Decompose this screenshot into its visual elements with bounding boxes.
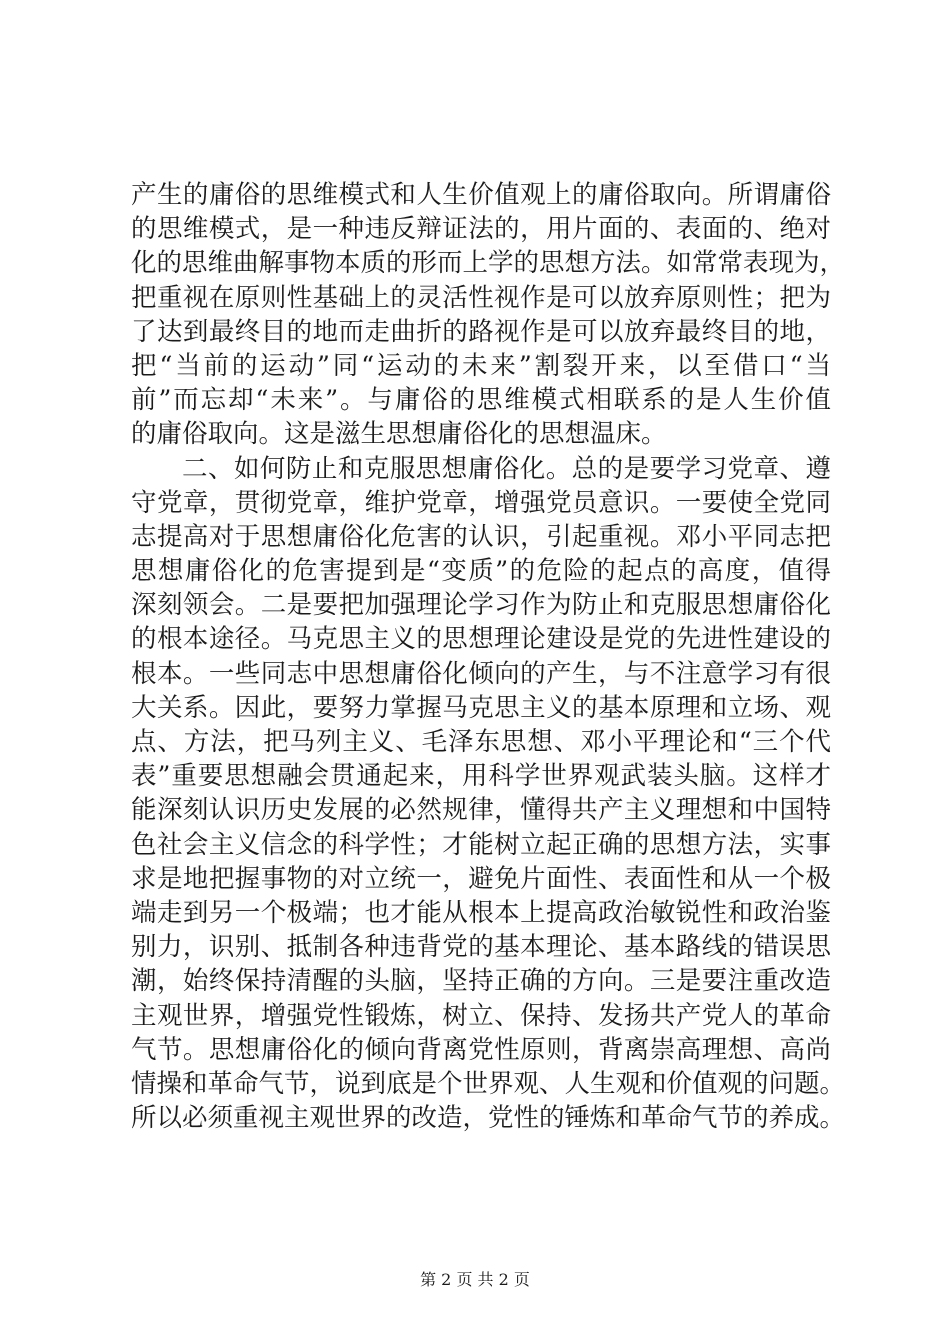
text-line: 气节。思想庸俗化的倾向背离党性原则，背离崇高理想、高尚	[131, 1034, 831, 1065]
text-line: 志提高对于思想庸俗化危害的认识，引起重视。邓小平同志把	[131, 521, 831, 552]
text-line: 深刻领会。二是要把加强理论学习作为防止和克服思想庸俗化	[131, 590, 831, 621]
text-line: 根本。一些同志中思想庸俗化倾向的产生，与不注意学习有很	[131, 658, 831, 689]
text-line: 思想庸俗化的危害提到是“变质”的危险的起点的高度，值得	[131, 556, 831, 587]
text-line: 把“当前的运动”同“运动的未来”割裂开来，以至借口“当	[131, 350, 831, 381]
text-line: 表”重要思想融会贯通起来，用科学世界观武装头脑。这样才	[131, 761, 831, 792]
text-line: 所以必须重视主观世界的改造，党性的锤炼和革命气节的养成。	[131, 1103, 846, 1134]
text-line: 的根本途径。马克思主义的思想理论建设是党的先进性建设的	[131, 624, 831, 655]
text-line: 化的思维曲解事物本质的形而上学的思想方法。如常常表现为，	[131, 248, 846, 279]
text-line: 色社会主义信念的科学性；才能树立起正确的思想方法，实事	[131, 829, 831, 860]
text-line: 的庸俗取向。这是滋生思想庸俗化的思想温床。	[131, 419, 667, 450]
text-line: 二、如何防止和克服思想庸俗化。总的是要学习党章、遵	[182, 453, 831, 484]
text-line: 求是地把握事物的对立统一，避免片面性、表面性和从一个极	[131, 863, 831, 894]
text-line: 大关系。因此，要努力掌握马克思主义的基本原理和立场、观	[131, 692, 831, 723]
text-line: 主观世界，增强党性锻炼，树立、保持、发扬共产党人的革命	[131, 1000, 831, 1031]
body-text	[131, 178, 846, 1135]
text-line: 端走到另一个极端；也才能从根本上提高政治敏锐性和政治鉴	[131, 897, 831, 928]
text-line: 了达到最终目的地而走曲折的路视作是可以放弃最终目的地，	[131, 316, 831, 347]
text-line: 能深刻认识历史发展的必然规律，懂得共产主义理想和中国特	[131, 795, 831, 826]
text-line: 别力，识别、抵制各种违背党的基本理论、基本路线的错误思	[131, 932, 831, 963]
text-line: 把重视在原则性基础上的灵活性视作是可以放弃原则性；把为	[131, 282, 831, 313]
text-line: 情操和革命气节，说到底是个世界观、人生观和价值观的问题。	[131, 1068, 846, 1099]
page-footer: 第 2 页 共 2 页	[420, 1270, 530, 1289]
text-line: 点、方法，把马列主义、毛泽东思想、邓小平理论和“三个代	[131, 727, 831, 757]
text-line: 产生的庸俗的思维模式和人生价值观上的庸俗取向。所谓庸俗	[131, 180, 831, 210]
text-line: 的思维模式，是一种违反辩证法的，用片面的、表面的、绝对	[131, 214, 831, 245]
text-line: 前”而忘却“未来”。与庸俗的思维模式相联系的是人生价值	[131, 385, 831, 416]
text-line: 潮，始终保持清醒的头脑，坚持正确的方向。三是要注重改造	[131, 966, 831, 997]
text-line: 守党章，贯彻党章，维护党章，增强党员意识。一要使全党同	[131, 487, 831, 518]
